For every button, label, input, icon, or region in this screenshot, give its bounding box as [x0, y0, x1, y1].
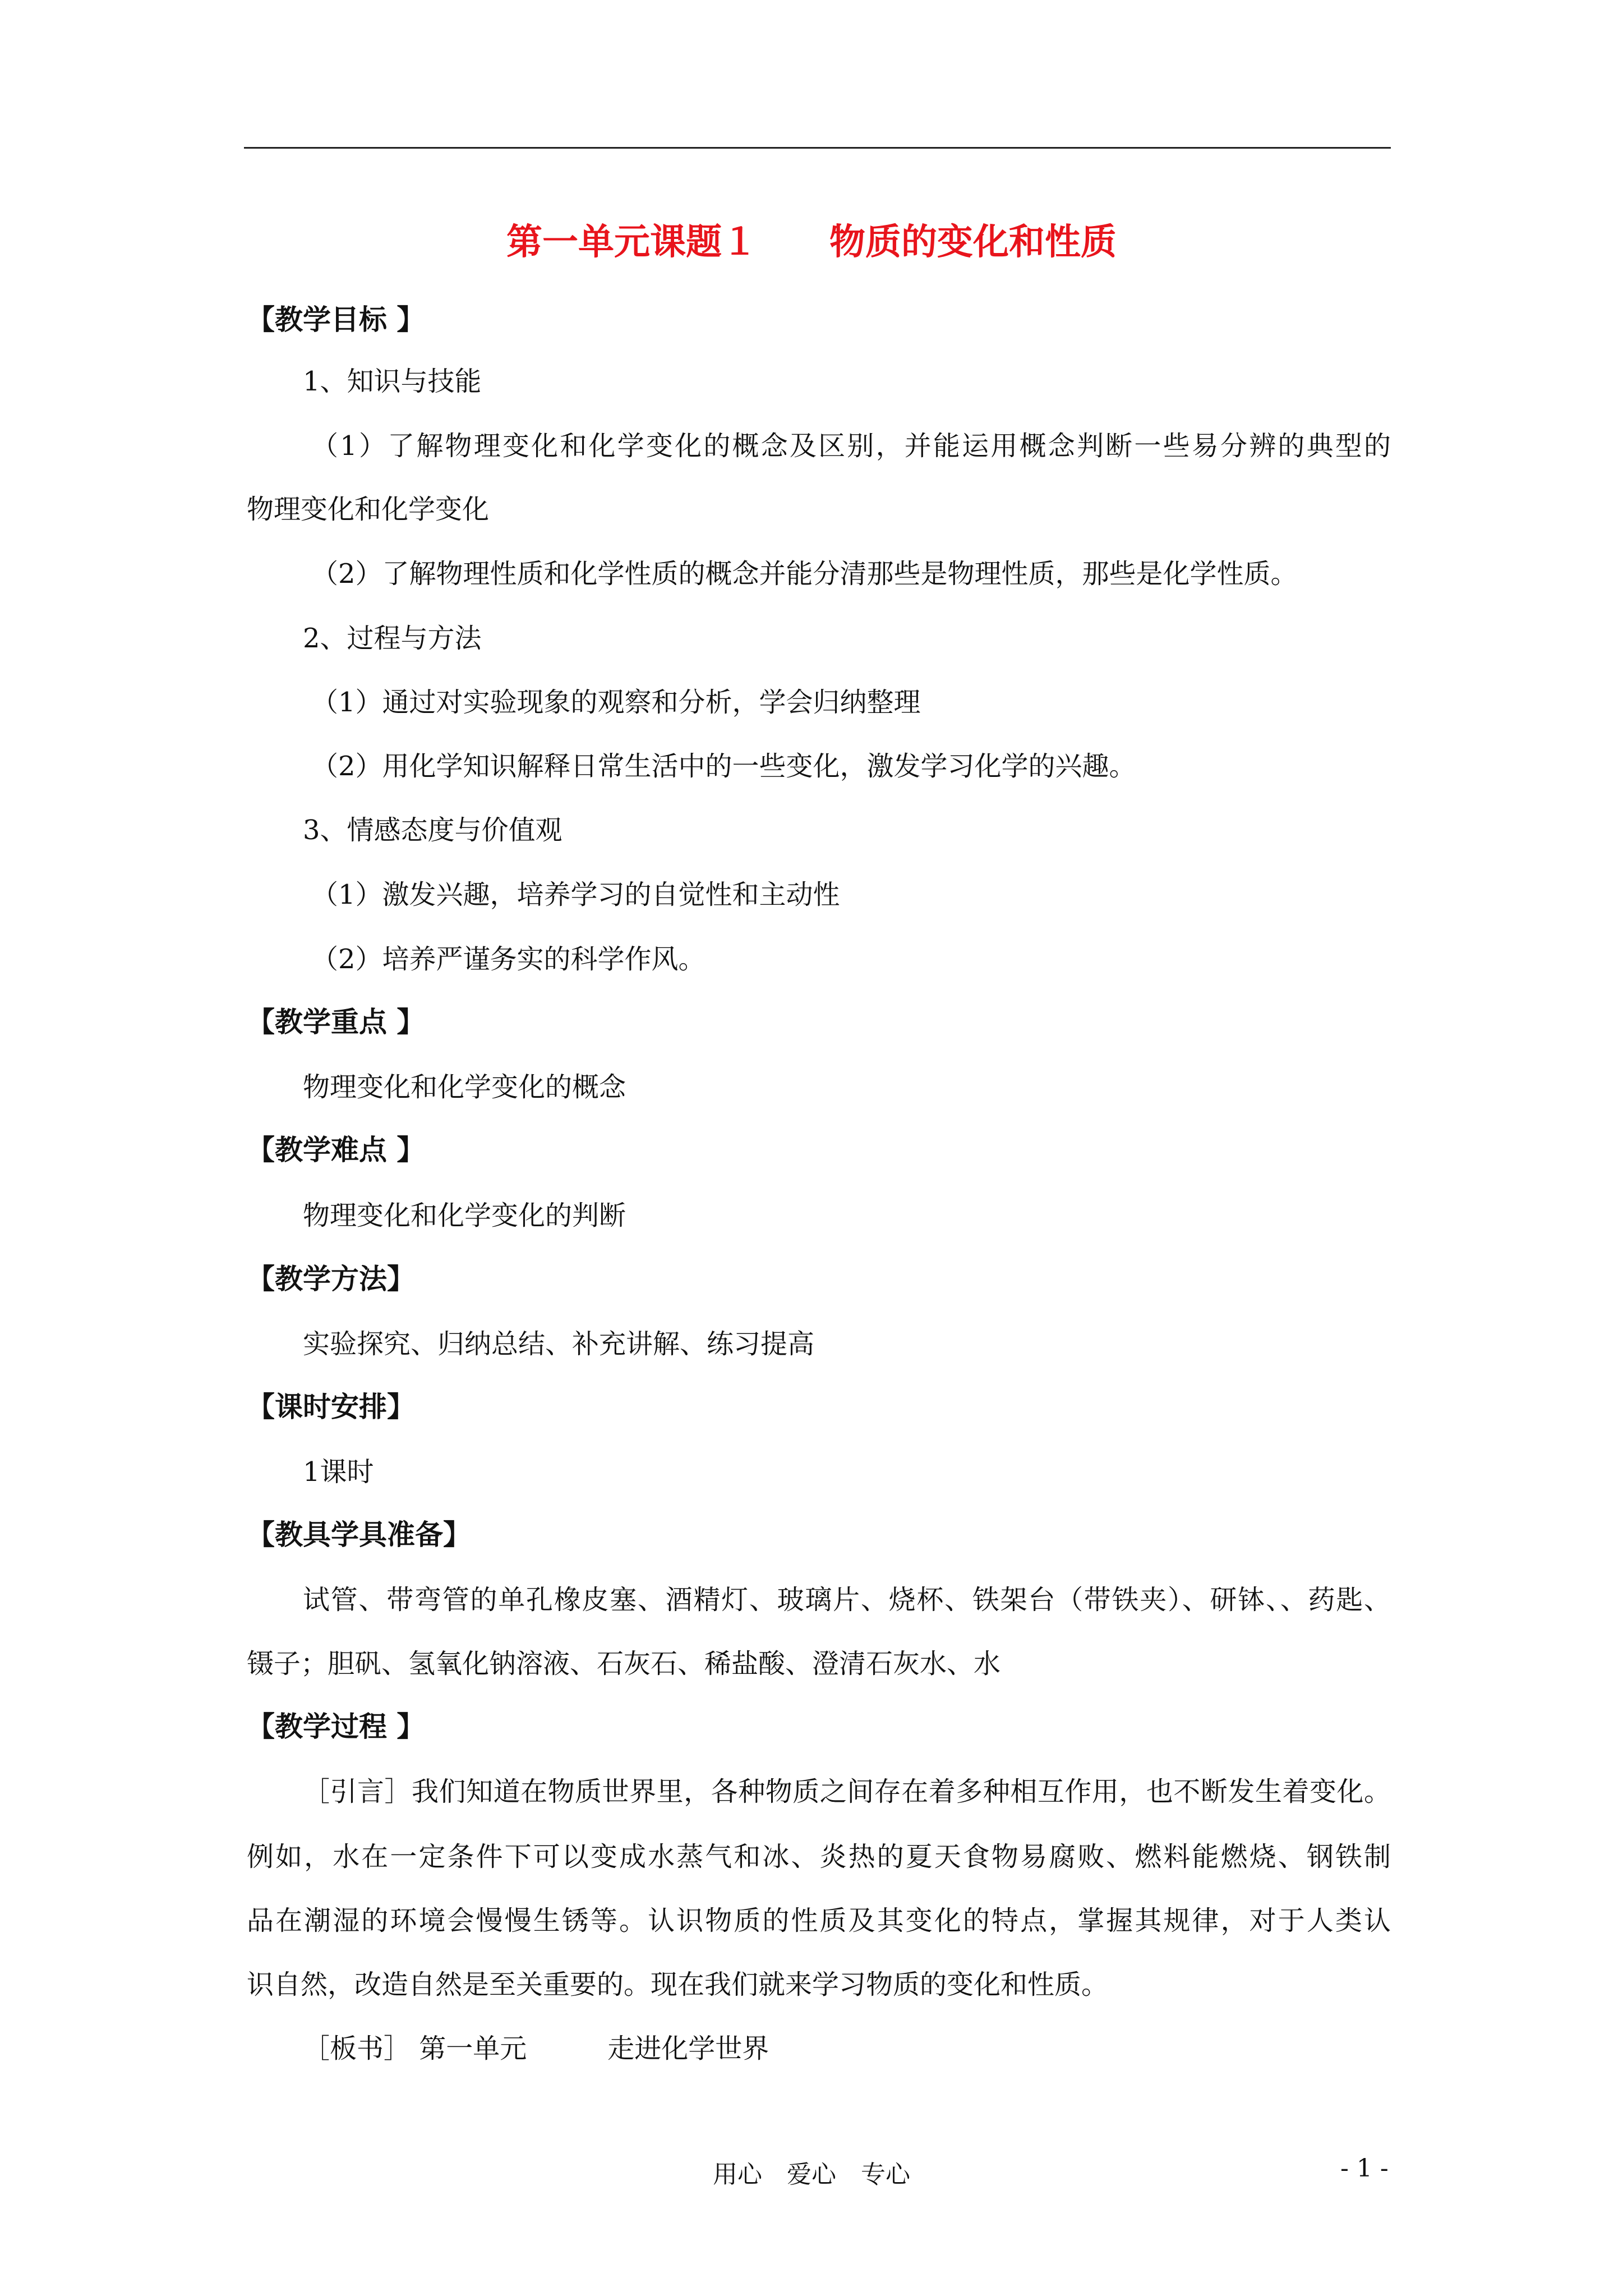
goal1-heading: 1、知识与技能 — [303, 366, 482, 397]
goal1-item2: （2）了解物理性质和化学性质的概念并能分清那些是物理性质，那些是化学性质。 — [311, 558, 1298, 590]
lesson-title: 第一单元课题１ 物质的变化和性质 — [506, 222, 1117, 263]
goal3-item2: （2）培养严谨务实的科学作风。 — [311, 944, 706, 975]
footer-motto: 用心 爱心 专心 — [713, 2160, 910, 2189]
intro-line2: 例如，水在一定条件下可以变成水蒸气和冰、炎热的夏天食物易腐败、燃料能燃烧、钢铁制 — [247, 1841, 1391, 1872]
intro-line1: ［引言］我们知道在物质世界里，各种物质之间存在着多种相互作用，也不断发生着变化。 — [303, 1776, 1391, 1807]
schedule-text: 1课时 — [303, 1456, 374, 1488]
goals-heading: 【教学目标 】 — [247, 303, 425, 336]
materials-heading: 【教具学具准备】 — [247, 1519, 471, 1551]
goal1-item1-line2: 物理变化和化学变化 — [247, 494, 490, 525]
schedule-heading: 【课时安排】 — [247, 1391, 415, 1423]
goal3-item1: （1）激发兴趣，培养学习的自觉性和主动性 — [311, 879, 840, 910]
goal2-item2: （2）用化学知识解释日常生活中的一些变化，激发学习化学的兴趣。 — [311, 751, 1136, 782]
header-rule — [244, 147, 1391, 149]
materials-line2: 镊子；胆矾、氢氧化钠溶液、石灰石、稀盐酸、澄清石灰水、水 — [247, 1648, 1001, 1680]
process-heading: 【教学过程 】 — [247, 1710, 425, 1743]
intro-line4: 识自然，改造自然是至关重要的。现在我们就来学习物质的变化和性质。 — [247, 1969, 1109, 2000]
materials-line1: 试管、带弯管的单孔橡皮塞、酒精灯、玻璃片、烧杯、铁架台（带铁夹）、研钵、、药匙、 — [303, 1584, 1391, 1616]
goal2-item1: （1）通过对实验现象的观察和分析，学会归纳整理 — [311, 687, 921, 718]
key-points-text: 物理变化和化学变化的概念 — [303, 1071, 626, 1103]
method-heading: 【教学方法】 — [247, 1263, 415, 1295]
difficulty-text: 物理变化和化学变化的判断 — [303, 1200, 626, 1231]
page-number: - 1 - — [1340, 2154, 1389, 2183]
difficulty-heading: 【教学难点 】 — [247, 1134, 425, 1166]
method-text: 实验探究、归纳总结、补充讲解、练习提高 — [303, 1328, 815, 1360]
goal2-heading: 2、过程与方法 — [303, 623, 482, 654]
goal3-heading: 3、情感态度与价值观 — [303, 815, 562, 846]
intro-line3: 品在潮湿的环境会慢慢生锈等。认识物质的性质及其变化的特点，掌握其规律，对于人类认 — [247, 1905, 1391, 1936]
board-note: ［板书］ 第一单元 走进化学世界 — [303, 2033, 769, 2064]
key-points-heading: 【教学重点 】 — [247, 1006, 425, 1038]
goal1-item1-line1: （1）了解物理变化和化学变化的概念及区别，并能运用概念判断一些易分辨的典型的 — [311, 430, 1391, 462]
